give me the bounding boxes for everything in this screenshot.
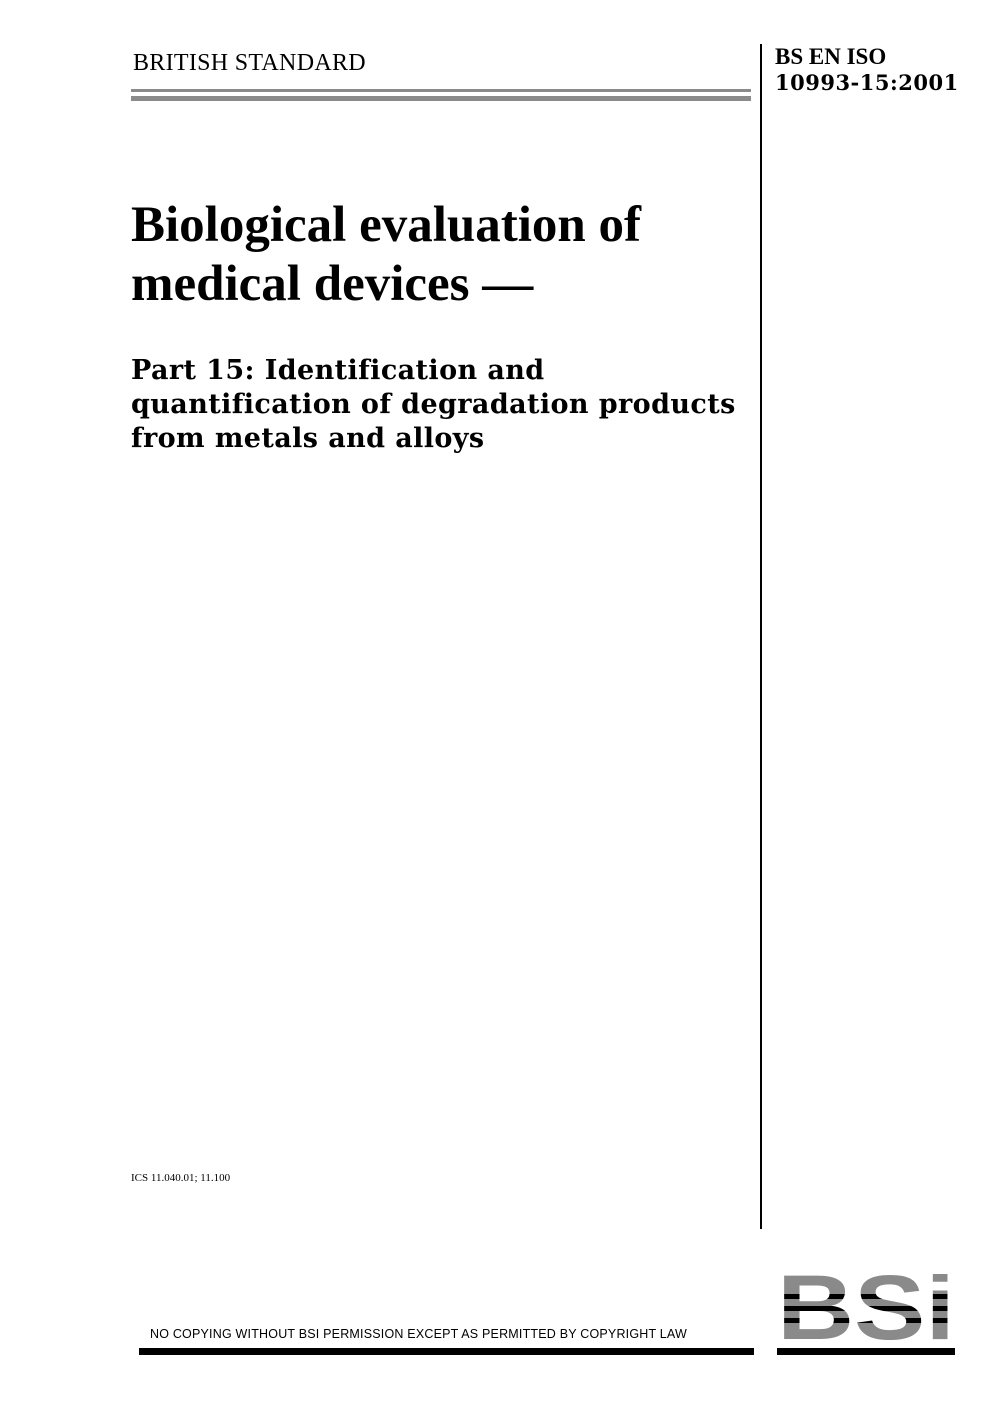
standard-number-value: 10993-15:2001 [775, 70, 959, 95]
copyright-notice: NO COPYING WITHOUT BSI PERMISSION EXCEPT AS PERMITTED BY COPYRIGHT LAW [150, 1327, 688, 1341]
part-title-line-2: quantification of degradation products [131, 389, 736, 420]
standard-number [775, 44, 959, 96]
document-type-label: BRITISH STANDARD [133, 50, 366, 76]
part-title [131, 354, 756, 456]
bsi-logo [777, 1274, 955, 1344]
header-rule-thin [131, 89, 751, 92]
bsi-logo-mark [777, 1274, 955, 1344]
footer-rule [139, 1348, 754, 1355]
header-rule-thick [131, 96, 751, 101]
title-line-2: medical devices — [131, 256, 534, 312]
footer-rule-logo [777, 1348, 955, 1355]
header-rules [131, 89, 751, 101]
vertical-divider [760, 44, 762, 1229]
ics-code: ICS 11.040.01; 11.100 [131, 1172, 231, 1184]
title-line-1: Biological evaluation of [131, 197, 641, 253]
part-title-line-1: Part 15: Identification and [131, 355, 545, 386]
document-title [131, 196, 756, 314]
standard-prefix: BS EN ISO [775, 44, 887, 69]
part-title-line-3: from metals and alloys [131, 423, 485, 454]
